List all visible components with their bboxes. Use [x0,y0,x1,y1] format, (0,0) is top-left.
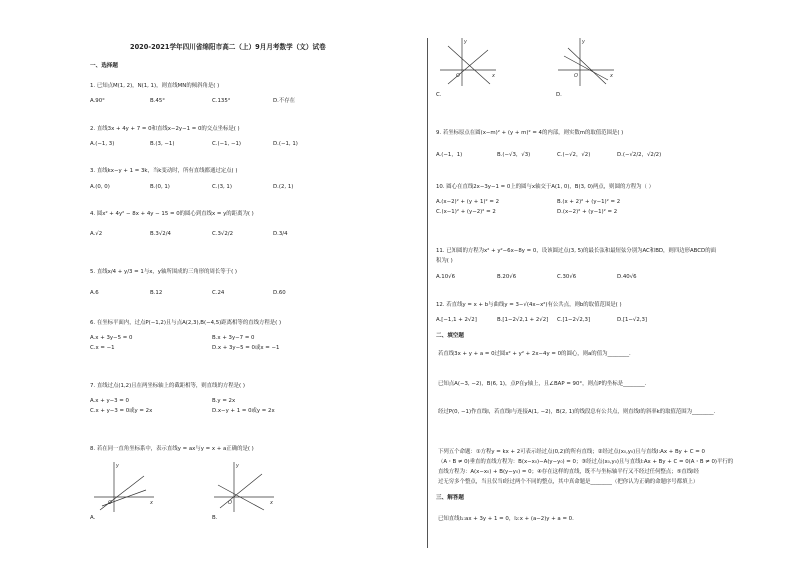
fill-question-4-line-2: （A・B ≠ 0)垂直的直线方程为：B(x−x₀)−A(y−y₀) = 0；③经过点(x₀,y₀)且与直线l:Ax + By + C = 0(A・B ≠ 0)平行的 [438,459,734,465]
question-5-option-b: B.12 [150,290,163,296]
question-9-option-b: B.(−√3，√3) [497,152,531,158]
question-2-option-a: A.(−1, 3) [90,141,115,147]
question-10-option-b: B.(x + 2)² + (y−1)² = 2 [557,199,621,205]
column-divider [427,38,428,548]
question-5-option-d: D.60 [273,290,286,296]
question-1-option-d: D.不存在 [273,98,296,104]
question-9-stem: 9. 若坐标原点在圆(x−m)² + (y + m)² = 4的内部，则实数m的取值范围是( ) [436,130,624,136]
question-4-option-c: C.3√2/2 [212,231,234,237]
question-4-option-d: D.3/4 [273,231,288,237]
question-8-graph-d [556,36,616,88]
question-9-option-d: D.(−√2/2，√2/2) [617,152,662,158]
question-7-option-d: D.x−y + 1 = 0或y = 2x [212,408,275,414]
fill-question-2: 已知点A(−3, −2)，B(6, 1)，点P在y轴上，且∠BAP = 90°，则点P的坐标是________. [438,381,647,387]
graph-b-origin-label: O [228,500,232,506]
question-4-option-a: A.√2 [90,231,103,237]
question-8-option-c: C. [436,92,442,98]
question-2-option-d: D.(−1, 1) [273,141,298,147]
question-6-option-b: B.x + 3y−7 = 0 [212,335,255,341]
question-11-stem: 11. 已知圆的方程为x² + y²−6x−8y = 0，设该圆过点(3, 5)的最长弦和最短弦分别为AC和BD，则四边形ABCD的面 [436,248,716,254]
graph-c-y-label: y [464,39,467,45]
question-1-option-a: A.90° [90,98,105,104]
question-8-option-d: D. [556,92,562,98]
question-8-option-a: A. [90,515,96,521]
question-4-stem: 4. 圆x² + 4y² − 8x + 4y − 15 = 0的圆心到直线x = y的距离为( ) [90,211,254,217]
answer-question-1: 已知直线l₁:ax + 3y + 1 = 0，l₂:x + (a−2)y + a = 0. [438,516,574,522]
question-11-stem-continued: 积为( ) [436,258,453,264]
question-12-option-d: D.[1−√2,3] [617,317,648,323]
question-6-option-a: A.x + 3y−5 = 0 [90,335,133,341]
question-10-stem: 10. 圆心在直线2x−3y−1 = 0上的圆与x轴交于A(1, 0)，B(3, 0)两点，则圆的方程为（ ） [436,184,655,190]
question-2-option-b: B.(3, −1) [150,141,175,147]
question-3-option-c: C.(3, 1) [212,184,232,190]
question-5-stem: 5. 直线x/4 + y/3 = 1与x，y轴所围成的三角形的周长等于( ) [90,269,237,275]
question-7-option-a: A.x + y−3 = 0 [90,398,129,404]
question-7-stem: 7. 直线过点(1,2)且在两坐标轴上的截距相等，则直线的方程是( ) [90,383,245,389]
fill-question-3: 经过P(0, −1)作直线l，若直线l与连接A(1, −2)，B(2, 1)的线段总有公共点，则直线l的斜率k的取值范围为________. [438,409,716,415]
fill-question-4-line-4: 过无穷多个整点，当且仅当l经过两个不同的整点，其中真命题是________（把你认为正确的命题序号都填上） [438,479,699,485]
fill-question-1: 若直线3x + y + a = 0过圆x² + y² + 2x−4y = 0的圆心，则a的值为________. [438,351,631,357]
question-3-option-a: A.(0, 0) [90,184,110,190]
section-heading-answer: 三、解答题 [436,495,464,501]
question-1-stem: 1. 已知点M(1, 2)，N(1, 1)，则直线MN的倾斜角是( ) [90,83,220,89]
graph-a-origin-label: O [108,500,112,506]
question-3-option-b: B.(0, 1) [150,184,170,190]
section-heading-fill: 二、填空题 [436,333,464,339]
question-8-graph-a [92,460,156,515]
question-8-stem: 8. 若在同一直角坐标系中，表示直线y = ax与y = x + a正确的是( ) [90,446,254,452]
question-5-option-a: A.6 [90,290,99,296]
question-11-option-d: D.40√6 [617,274,637,280]
question-1-option-c: C.135° [212,98,231,104]
question-10-option-d: D.(x−2)² + (y−1)² = 2 [557,209,618,215]
graph-d-origin-label: O [574,73,578,79]
graph-b-x-label: x [270,500,273,506]
graph-c-x-label: x [492,73,495,79]
question-12-option-c: C.[1−2√2,3] [557,317,591,323]
question-8-graph-b [212,460,276,515]
question-7-option-c: C.x + y−3 = 0或y = 2x [90,408,153,414]
question-11-option-c: C.30√6 [557,274,577,280]
graph-a-x-label: x [150,500,153,506]
question-4-option-b: B.3√2/4 [150,231,171,237]
question-7-option-b: B.y = 2x [212,398,236,404]
graph-c-origin-label: O [456,73,460,79]
question-9-option-c: C.(−√2，√2) [557,152,591,158]
question-8-graph-c [438,36,498,88]
graph-d-y-label: y [582,39,585,45]
question-2-stem: 2. 直线3x + 4y + 7 = 0和直线x−2y−1 = 0的交点坐标是( ) [90,126,240,132]
question-3-option-d: D.(2, 1) [273,184,294,190]
question-6-stem: 6. 在坐标平面内，过点P(−1,2)且与点A(2,3),B(−4,5)距离相等的直线方程是( ) [90,320,282,326]
question-10-option-a: A.(x−2)² + (y + 1)² = 2 [436,199,500,205]
question-9-option-a: A.(−1，1) [436,152,463,158]
question-6-option-c: C.x = −1 [90,345,115,351]
question-12-option-b: B.[1−2√2,1 + 2√2] [497,317,549,323]
fill-question-4-line-1: 下列五个命题：①方程y = kx + 2可表示经过点(0,2)的所有直线；②经过点(x₀,y₀)且与直线l:Ax + By + C = 0 [438,449,705,455]
question-1-option-b: B.45° [150,98,165,104]
question-3-stem: 3. 直线kx−y + 1 = 3k，当k变动时，所有直线都通过定点( ) [90,168,238,174]
question-2-option-c: C.(−1, −1) [212,141,242,147]
question-10-option-c: C.(x−1)² + (y−2)² = 2 [436,209,496,215]
question-6-option-d: D.x + 3y−5 = 0或x = −1 [212,345,280,351]
question-12-stem: 12. 若直线y = x + b与曲线y = 3−√(4x−x²)有公共点，则b的取值范围是( ) [436,302,622,308]
fill-question-4-line-3: 直线方程为：A(x−x₀) + B(y−y₀) = 0；④存在这样的直线，既不与坐标轴平行又不经过任何整点；⑤直线l经 [438,469,700,475]
question-8-option-b: B. [212,515,218,521]
question-12-option-a: A.[−1,1 + 2√2] [436,317,477,323]
page-title: 2020-2021学年四川省绵阳市高二（上）9月月考数学（文）试卷 [130,43,326,51]
graph-b-y-label: y [236,463,239,469]
section-heading-choice: 一、选择题 [90,63,118,69]
question-11-option-b: B.20√6 [497,274,517,280]
graph-a-y-label: y [116,463,119,469]
graph-d-x-label: x [610,73,613,79]
question-5-option-c: C.24 [212,290,225,296]
question-11-option-a: A.10√6 [436,274,456,280]
